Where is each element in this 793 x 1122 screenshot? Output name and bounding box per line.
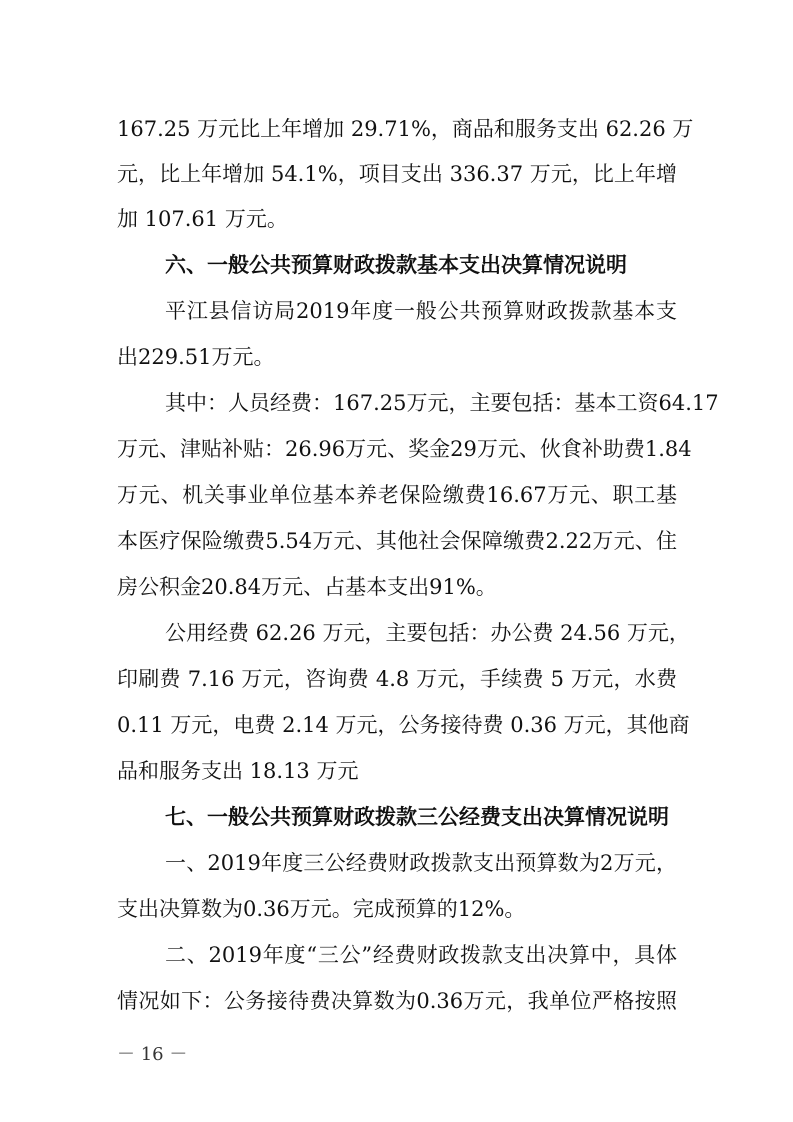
section-heading: 七、一般公共预算财政拨款三公经费支出决算情况说明 (165, 805, 669, 829)
section-heading: 六、一般公共预算财政拨款基本支出决算情况说明 (165, 253, 627, 277)
paragraph-line: 二、2019年度“三公”经费财政拨款支出决算中，具体 (165, 943, 677, 967)
paragraph-line: 万元、津贴补贴：26.96万元、奖金29万元、伙食补助费1.84 (117, 437, 692, 461)
paragraph-line: 万元、机关事业单位基本养老保险缴费16.67万元、职工基 (117, 483, 677, 507)
paragraph-line: 其中：人员经费：167.25万元，主要包括：基本工资64.17 (165, 391, 719, 415)
paragraph-line: 情况如下：公务接待费决算数为0.36万元，我单位严格按照 (117, 989, 677, 1013)
page-number: － 16 － (117, 1044, 188, 1065)
paragraph-line: 一、2019年度三公经费财政拨款支出预算数为2万元， (165, 851, 677, 875)
paragraph-line: 167.25 万元比上年增加 29.71%，商品和服务支出 62.26 万 (117, 117, 694, 141)
paragraph-line: 元，比上年增加 54.1%，项目支出 336.37 万元，比上年增 (117, 162, 677, 186)
paragraph-line: 房公积金20.84万元、占基本支出91%。 (117, 575, 497, 599)
paragraph-line: 本医疗保险缴费5.54万元、其他社会保障缴费2.22万元、住 (117, 529, 677, 553)
paragraph-line: 品和服务支出 18.13 万元 (117, 759, 359, 783)
paragraph-line: 0.11 万元，电费 2.14 万元，公务接待费 0.36 万元，其他商 (117, 713, 690, 737)
paragraph-line: 支出决算数为0.36万元。完成预算的12%。 (117, 897, 526, 921)
paragraph-line: 公用经费 62.26 万元，主要包括：办公费 24.56 万元， (165, 621, 690, 645)
paragraph-line: 加 107.61 万元。 (117, 207, 288, 231)
paragraph-line: 印刷费 7.16 万元，咨询费 4.8 万元，手续费 5 万元，水费 (117, 667, 677, 691)
paragraph-line: 平江县信访局2019年度一般公共预算财政拨款基本支 (165, 299, 677, 323)
paragraph-line: 出229.51万元。 (117, 345, 275, 369)
